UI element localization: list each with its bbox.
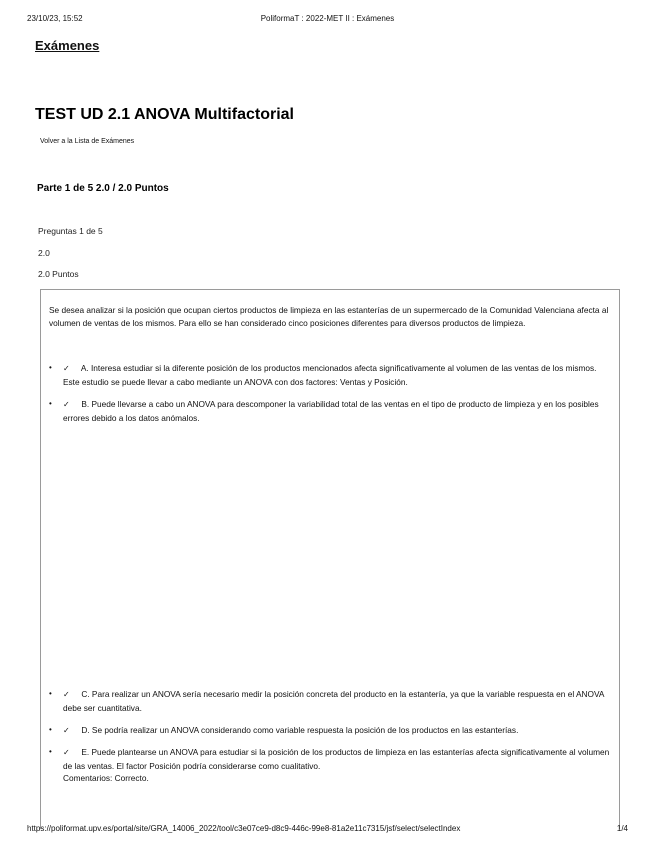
question-panel [40,289,620,829]
question-text: Se desea analizar si la posición que ocupan ciertos productos de limpieza en las estanterías de un supermercado de la Comunidad Valenciana afecta al volumen de ventas de los mismos. Para ello se han considerado cinco posiciones diferentes para diversos productos de limpieza. [49,305,609,328]
test-title: TEST UD 2.1 ANOVA Multifactorial [35,106,294,123]
checkmark-icon: ✓ [63,400,70,409]
bullet: • [49,399,52,408]
exams-section-link[interactable]: Exámenes [35,38,100,53]
bullet: • [49,363,52,372]
print-page-number: 1/4 [616,824,628,833]
answer-option-c [49,688,611,714]
answer-option-e [49,746,611,785]
part-title: Parte 1 de 5 2.0 / 2.0 Puntos [37,183,169,194]
checkmark-icon: ✓ [63,364,70,373]
bullet: • [49,725,52,734]
checkmark-icon: ✓ [63,748,70,757]
answer-option-text: B. Puede llevarse a cabo un ANOVA para descomponer la variabilidad total de las ventas en el tipo de producto de limpieza y en los posibles errores debido a los datos anómalos. [63,399,599,423]
print-url: https://poliformat.upv.es/portal/site/GRA_14006_2022/tool/c3e07ce9-d8c9-446c-99e8-81a2e11c7315/jsf/select/selectIndex [27,824,461,833]
answer-option-a [49,362,611,388]
checkmark-icon: ✓ [63,726,70,735]
back-to-exams-link[interactable]: Volver a la Lista de Exámenes [40,138,135,145]
answer-option-d [49,724,611,738]
checkmark-icon: ✓ [63,690,70,699]
bullet: • [49,747,52,756]
answer-comment: Comentarios: Correcto. [63,773,149,783]
question-points: 2.0 Puntos [38,269,79,279]
answer-option-text: E. Puede plantearse un ANOVA para estudiar si la posición de los productos de limpieza en las estanterías afecta significativamente al volumen de las ventas. El factor Posición podría considerarse como cualitativo. [63,747,610,771]
print-date: 23/10/23, 15:52 [27,14,83,23]
answer-option-text: D. Se podría realizar un ANOVA considerando como variable respuesta la posición de los productos en las estanterías. [81,725,519,735]
print-page-title: PoliformaT : 2022-MET II : Exámenes [260,14,395,23]
bullet: • [49,689,52,698]
answer-option-text: C. Para realizar un ANOVA sería necesario medir la posición concreta del producto en la estantería, ya que la variable respuesta en el ANOVA debe ser cuantitativa. [63,689,604,713]
question-score: 2.0 [38,248,50,258]
answer-option-text: A. Interesa estudiar si la diferente posición de los productos mencionados afecta significativamente al volumen de las ventas de los mismos. Este estudio se puede llevar a cabo mediante un ANOVA con dos factores: Ventas y Posición. [63,363,597,387]
answer-option-b [49,398,611,424]
question-count: Preguntas 1 de 5 [38,226,103,236]
